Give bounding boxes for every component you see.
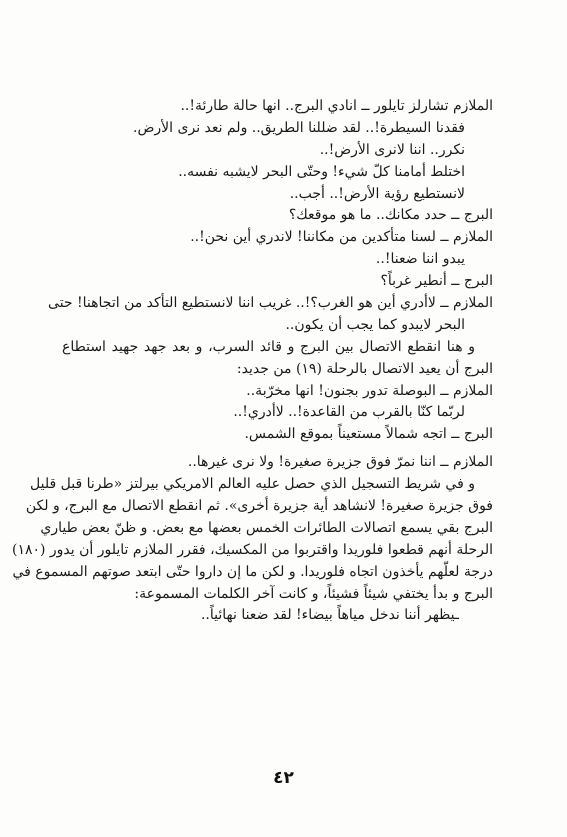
text-line: البرج ــ اتجه شمالاً مستعيناً بموقع الشمس.	[244, 426, 493, 443]
text-line: الملازم تشارلز تايلور ــ انادي البرج.. انها حالة طارئة!..	[180, 98, 493, 114]
text-line: الملازم ــ البوصلة تدور بجنون! انها مخرّبة..	[246, 382, 493, 399]
text-line: الرحلة أنهم قطعوا فلوريدا واقتربوا من المكسيك، فقرر الملازم تايلور أن يدور (١٨٠)	[11, 541, 493, 558]
text-line: البرج أن يعيد الاتصال بالرحلة (١٩) من جديد:	[236, 360, 493, 377]
text-line: الملازم ــ لاأدري أين هو الغرب؟!.. غريب اننا لانستطيع التأكد من اتجاهنا! حتى	[48, 295, 493, 312]
text-line: لربّما كنّا بالقرب من القاعدة!.. لاأدري!..	[233, 404, 465, 421]
text-line: نكرر.. اننا لانرى الأرض!..	[319, 141, 465, 158]
text-line: البرج ــ أنطير غرباً؟	[380, 273, 493, 290]
text-line: الملازم ــ اننا نمرّ فوق جزيرة صغيرة! ولا نرى غيرها..	[187, 454, 493, 471]
text-line: لانستطيع رؤية الأرض!.. أجب..	[289, 185, 465, 202]
text-line: فقدنا السيطرة!.. لقد ضللنا الطريق.. ولم نعد نرى الأرض.	[133, 119, 465, 136]
text-line: اختلط أمامنا كلّ شيء! وحتّى البحر لايشبه نفسه..	[178, 163, 465, 180]
text-line: فوق جزيرة صغيرة! لانشاهد أية جزيرة أخرى». ثم انقطع الاتصال مع البرج، و لكن	[25, 498, 493, 515]
text-line: البرج ــ حدد مكانك.. ما هو موقعك؟	[288, 207, 493, 224]
text-line: ـيظهر أننا ندخل مياهاً بيضاء! لقد ضعنا نهائياً..	[200, 607, 459, 624]
text-line: و هنا انقطع الاتصال بين البرج و قائد السرب، و بعد جهد جهيد استطاع	[62, 338, 475, 355]
text-line: البرج و بدأ يختفي شيئاً فشيئاً، و كانت آخر الكلمات المسموعة:	[134, 585, 493, 602]
text-line: البحر لايبدو كما يجب أن يكون..	[285, 316, 465, 333]
text-line: درجة لعلّهم يأخذون اتجاه فلوريدا. و لكن ما إن داروا حتّى ابتعد صوتهم المسموع في	[12, 563, 493, 580]
body-text	[11, 96, 493, 627]
text-line: الملازم ــ لسنا متأكدين من مكاننا! لاندري أين نحن!..	[190, 229, 493, 246]
page-number: ٤٢	[273, 768, 294, 788]
text-line: البرج بقي يسمع اتصالات الطائرات الخمس بعضها مع بعض. و ظنّ بعض طياري	[40, 519, 493, 536]
text-line: و في شريط التسجيل الذي حصل عليه العالم الامريكي بيرلتز «طرنا قبل قليل	[30, 476, 475, 493]
text-line: يبدو اننا ضعنا!..	[375, 251, 465, 268]
